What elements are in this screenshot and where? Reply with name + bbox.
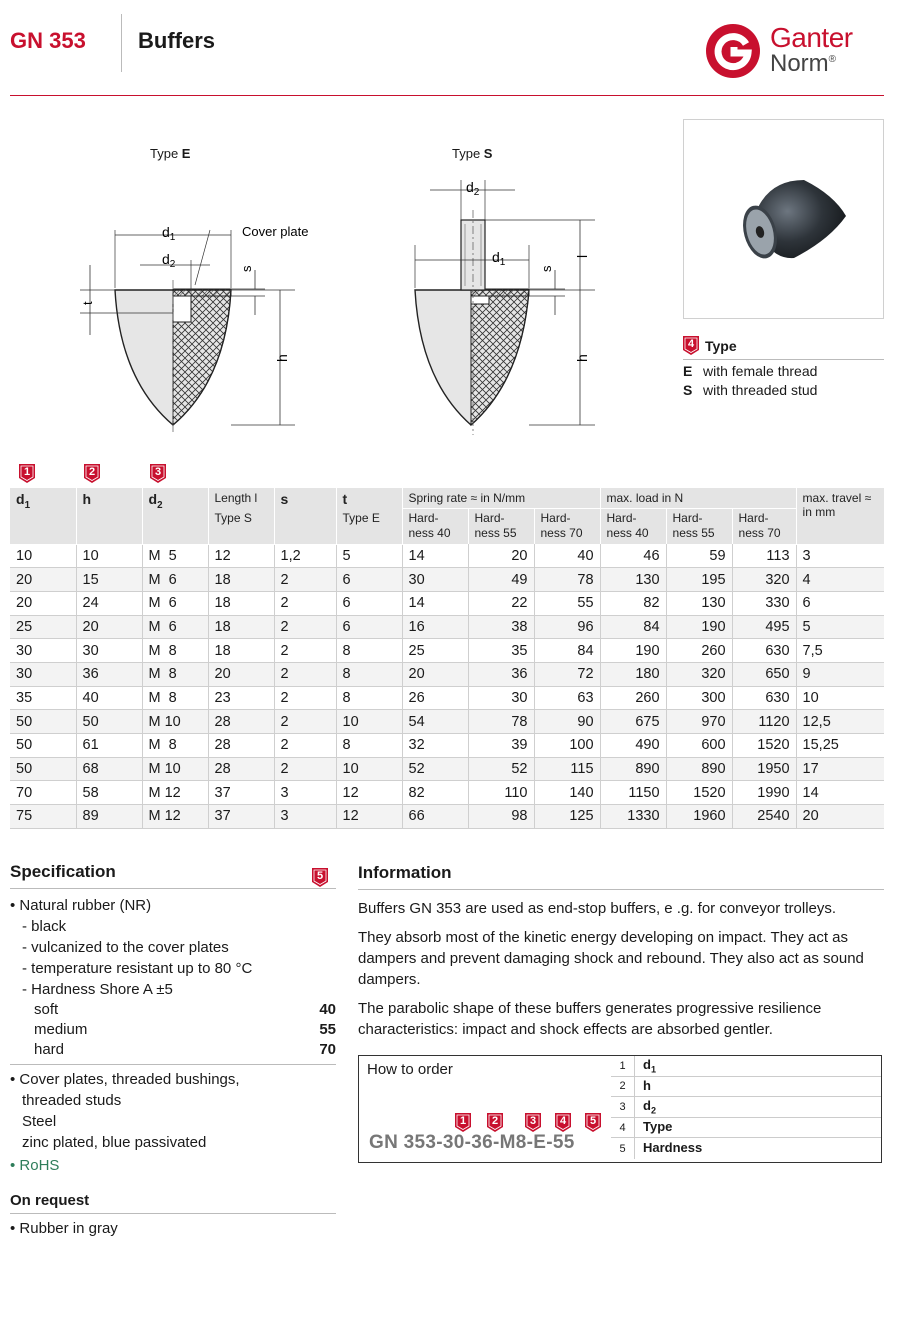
table-cell: M 10	[142, 710, 208, 734]
order-legend-number: 2	[611, 1077, 635, 1097]
table-cell: 84	[534, 639, 600, 663]
table-cell: 30	[10, 639, 76, 663]
table-cell: 20	[10, 568, 76, 592]
table-cell: 39	[468, 734, 534, 758]
technical-drawings	[10, 120, 670, 450]
table-cell: 25	[402, 639, 468, 663]
table-cell: 6	[336, 615, 402, 639]
dim-t-e: t	[80, 301, 95, 305]
ganter-norm-logo	[704, 18, 884, 80]
table-cell: 5	[336, 544, 402, 568]
table-cell: M 8	[142, 639, 208, 663]
table-cell: 12	[336, 805, 402, 829]
table-cell: 2	[274, 662, 336, 686]
table-cell: 490	[600, 734, 666, 758]
information-title: Information	[358, 862, 884, 890]
order-legend-label: $d_1$	[643, 1057, 657, 1075]
table-cell: 2	[274, 710, 336, 734]
table-row	[10, 591, 884, 615]
table-cell: 40	[76, 686, 142, 710]
table-cell: 20	[402, 662, 468, 686]
type-s-drawing	[415, 180, 595, 435]
product-code: GN 353	[10, 28, 86, 53]
col-header-max-load: max. load in N	[600, 488, 796, 509]
table-cell: 6	[336, 568, 402, 592]
table-row	[10, 710, 884, 734]
table-cell: 46	[600, 544, 666, 568]
table-cell: 20	[10, 591, 76, 615]
table-cell: 9	[796, 662, 884, 686]
table-cell: 96	[534, 615, 600, 639]
table-cell: 10	[336, 710, 402, 734]
order-legend-row	[611, 1097, 881, 1118]
table-cell: 28	[208, 734, 274, 758]
table-cell: 2	[274, 615, 336, 639]
col-header-spring-h40: Hard- ness 40	[402, 509, 468, 545]
dim-d2-e: $d_2$	[162, 251, 176, 270]
order-badge-1: 1	[455, 1113, 471, 1132]
table-cell: 320	[666, 662, 732, 686]
dim-d1-e: $d_1$	[162, 224, 176, 243]
order-legend-label: Hardness	[643, 1139, 703, 1155]
table-cell: 110	[468, 781, 534, 805]
table-cell: 18	[208, 568, 274, 592]
table-cell: 125	[534, 805, 600, 829]
type-legend-row: S with threaded stud	[683, 382, 818, 398]
table-cell: 260	[666, 639, 732, 663]
table-cell: 59	[666, 544, 732, 568]
spec-subitem: zinc plated, blue passivated	[22, 1134, 207, 1151]
type-legend	[683, 336, 884, 398]
table-cell: 37	[208, 781, 274, 805]
table-cell: M 8	[142, 734, 208, 758]
table-cell: 55	[534, 591, 600, 615]
type-legend-row: E with female thread	[683, 363, 818, 379]
table-cell: 68	[76, 757, 142, 781]
table-cell: 82	[402, 781, 468, 805]
table-cell: 3	[274, 805, 336, 829]
order-legend-row	[611, 1056, 881, 1077]
order-legend-row	[611, 1138, 881, 1159]
table-body	[10, 544, 884, 828]
table-cell: 8	[336, 639, 402, 663]
page-title: Buffers	[138, 28, 216, 53]
order-legend-label: Type	[643, 1118, 673, 1134]
type-s-label: Type S	[452, 146, 493, 161]
col-header-max-travel: max. travel ≈ in mm	[796, 488, 884, 544]
table-cell: 14	[796, 781, 884, 805]
table-cell: 50	[10, 710, 76, 734]
table-cell: 2	[274, 591, 336, 615]
table-cell: 30	[76, 639, 142, 663]
spec-subitem: - black	[22, 918, 67, 935]
table-cell: 30	[10, 662, 76, 686]
table-cell: 61	[76, 734, 142, 758]
col-header-load-h70: Hard- ness 70	[732, 509, 796, 545]
table-cell: M 5	[142, 544, 208, 568]
col-header-h: h	[76, 488, 142, 544]
type-legend-header	[683, 336, 884, 360]
table-cell: 15,25	[796, 734, 884, 758]
dimensions-table	[10, 488, 885, 829]
table-cell: 600	[666, 734, 732, 758]
table-cell: 14	[402, 591, 468, 615]
order-code-example: GN 353-30-36-M8-E-55	[369, 1132, 575, 1153]
table-cell: 72	[534, 662, 600, 686]
badge-1: 1	[19, 464, 35, 483]
table-cell: 1520	[732, 734, 796, 758]
order-legend-number: 5	[611, 1138, 635, 1159]
table-cell: 36	[468, 662, 534, 686]
badge-3: 3	[150, 464, 166, 483]
rohs-label: • RoHS	[10, 1157, 60, 1174]
table-cell: 180	[600, 662, 666, 686]
table-cell: 320	[732, 568, 796, 592]
table-cell: 30	[468, 686, 534, 710]
table-cell: 650	[732, 662, 796, 686]
table-cell: 20	[796, 805, 884, 829]
spec-subitem: threaded studs	[22, 1092, 122, 1109]
table-cell: 3	[274, 781, 336, 805]
table-cell: 630	[732, 639, 796, 663]
table-cell: 66	[402, 805, 468, 829]
table-cell: 90	[534, 710, 600, 734]
how-to-order-box	[358, 1055, 882, 1163]
badge-5: 5	[312, 868, 328, 887]
table-cell: 50	[76, 710, 142, 734]
col-header-length: Length l Type S	[208, 488, 274, 544]
table-cell: 40	[534, 544, 600, 568]
table-cell: 89	[76, 805, 142, 829]
col-header-d1: $d_1$	[10, 488, 76, 544]
col-header-t: t Type E	[336, 488, 402, 544]
table-cell: M 12	[142, 805, 208, 829]
table-cell: 24	[76, 591, 142, 615]
col-header-s: s	[274, 488, 336, 544]
order-legend	[611, 1056, 881, 1159]
table-cell: 12	[208, 544, 274, 568]
table-cell: 58	[76, 781, 142, 805]
table-cell: 18	[208, 591, 274, 615]
table-cell: 1520	[666, 781, 732, 805]
table-row	[10, 781, 884, 805]
table-cell: 20	[208, 662, 274, 686]
table-row	[10, 662, 884, 686]
dim-d2-s: $d_2$	[466, 179, 480, 198]
info-paragraph: Buffers GN 353 are used as end-stop buffers, e .g. for conveyor trolleys.	[358, 900, 837, 917]
table-cell: 130	[666, 591, 732, 615]
order-badge-3: 3	[525, 1113, 541, 1132]
order-legend-label: $d_2$	[643, 1098, 657, 1116]
table-cell: 14	[402, 544, 468, 568]
order-code-panel	[359, 1056, 611, 1161]
table-cell: M 8	[142, 686, 208, 710]
info-paragraph: They absorb most of the kinetic energy developing on impact. They act as dampers and prevent damaging shock and rebound. They also act as sound dampers.	[358, 929, 864, 988]
table-cell: 23	[208, 686, 274, 710]
table-cell: 113	[732, 544, 796, 568]
table-cell: 16	[402, 615, 468, 639]
type-legend-title: Type	[705, 337, 737, 354]
hardness-soft: soft 40	[34, 1001, 336, 1018]
dim-s-s: s	[539, 265, 554, 272]
type-e-label: Type E	[150, 146, 191, 161]
table-cell: 12	[336, 781, 402, 805]
table-cell: 130	[600, 568, 666, 592]
ganter-logo-icon	[704, 22, 762, 80]
table-cell: 6	[336, 591, 402, 615]
table-column-badges	[0, 464, 898, 486]
table-cell: M 6	[142, 615, 208, 639]
table-cell: 50	[10, 734, 76, 758]
on-request-title: On request	[10, 1192, 336, 1214]
table-cell: 30	[402, 568, 468, 592]
table-cell: 32	[402, 734, 468, 758]
table-cell: 12,5	[796, 710, 884, 734]
info-paragraph: The parabolic shape of these buffers generates progressive resilience characteristics: impact and shock effects are absorbed gentler.	[358, 1000, 822, 1038]
table-cell: 82	[600, 591, 666, 615]
table-row	[10, 615, 884, 639]
table-cell: 970	[666, 710, 732, 734]
table-cell: 52	[402, 757, 468, 781]
table-cell: M 6	[142, 568, 208, 592]
table-row	[10, 686, 884, 710]
table-cell: 98	[468, 805, 534, 829]
table-cell: 78	[468, 710, 534, 734]
order-badge-5: 5	[585, 1113, 601, 1132]
table-row	[10, 544, 884, 568]
order-legend-row	[611, 1118, 881, 1139]
table-cell: M 6	[142, 591, 208, 615]
badge-2: 2	[84, 464, 100, 483]
logo-text-ganter: Ganter	[770, 22, 853, 53]
table-cell: 20	[468, 544, 534, 568]
buffer-drawing-svg	[10, 120, 670, 450]
table-cell: 195	[666, 568, 732, 592]
table-cell: 54	[402, 710, 468, 734]
badge-4: 4	[683, 336, 699, 355]
table-cell: 5	[796, 615, 884, 639]
table-cell: 18	[208, 639, 274, 663]
table-cell: 8	[336, 662, 402, 686]
order-legend-row	[611, 1077, 881, 1098]
table-cell: 6	[796, 591, 884, 615]
table-cell: 20	[76, 615, 142, 639]
table-cell: 10	[336, 757, 402, 781]
hardness-medium: medium 55	[34, 1021, 336, 1038]
table-cell: 2	[274, 734, 336, 758]
table-cell: 49	[468, 568, 534, 592]
table-row	[10, 568, 884, 592]
table-cell: 25	[10, 615, 76, 639]
table-cell: 330	[732, 591, 796, 615]
table-cell: 28	[208, 757, 274, 781]
table-cell: 890	[666, 757, 732, 781]
table-cell: 35	[468, 639, 534, 663]
on-request-item: • Rubber in gray	[10, 1220, 118, 1237]
col-header-d2: $d_2$	[142, 488, 208, 544]
table-cell: 2540	[732, 805, 796, 829]
table-cell: 115	[534, 757, 600, 781]
table-cell: 1150	[600, 781, 666, 805]
table-cell: 1330	[600, 805, 666, 829]
table-cell: 10	[76, 544, 142, 568]
spec-item: • Cover plates, threaded bushings,	[10, 1071, 240, 1088]
table-cell: 84	[600, 615, 666, 639]
table-cell: 10	[796, 686, 884, 710]
table-cell: 38	[468, 615, 534, 639]
table-cell: 190	[600, 639, 666, 663]
col-header-spring-h70: Hard- ness 70	[534, 509, 600, 545]
table-cell: 2	[274, 757, 336, 781]
table-cell: 36	[76, 662, 142, 686]
table-cell: 8	[336, 686, 402, 710]
order-badge-2: 2	[487, 1113, 503, 1132]
table-cell: 3	[796, 544, 884, 568]
table-cell: 495	[732, 615, 796, 639]
table-cell: 78	[534, 568, 600, 592]
table-cell: 1,2	[274, 544, 336, 568]
table-cell: 8	[336, 734, 402, 758]
col-header-spring-rate: Spring rate ≈ in N/mm	[402, 488, 600, 509]
order-legend-number: 1	[611, 1056, 635, 1076]
information-section	[358, 862, 884, 1040]
dim-d1-s: $d_1$	[492, 249, 506, 268]
table-cell: 140	[534, 781, 600, 805]
order-legend-number: 4	[611, 1118, 635, 1138]
logo-text-norm: Norm®	[770, 50, 837, 77]
table-cell: 18	[208, 615, 274, 639]
table-cell: 675	[600, 710, 666, 734]
table-cell: 26	[402, 686, 468, 710]
table-cell: 10	[10, 544, 76, 568]
table-cell: 37	[208, 805, 274, 829]
table-cell: 1120	[732, 710, 796, 734]
table-cell: M 10	[142, 757, 208, 781]
dim-h-e: h	[274, 354, 290, 362]
hardness-hard: hard 70	[34, 1041, 336, 1058]
table-cell: 1990	[732, 781, 796, 805]
table-cell: 50	[10, 757, 76, 781]
table-cell: 1960	[666, 805, 732, 829]
table-cell: 7,5	[796, 639, 884, 663]
header-divider	[121, 14, 122, 72]
table-cell: 190	[666, 615, 732, 639]
table-cell: 15	[76, 568, 142, 592]
col-header-spring-h55: Hard- ness 55	[468, 509, 534, 545]
table-cell: 2	[274, 568, 336, 592]
spec-plates-block	[10, 1065, 336, 1176]
page-header	[10, 14, 884, 96]
table-cell: M 8	[142, 662, 208, 686]
buffer-photo-illustration	[684, 120, 883, 318]
table-cell: 1950	[732, 757, 796, 781]
col-header-load-h55: Hard- ness 55	[666, 509, 732, 545]
table-cell: 70	[10, 781, 76, 805]
table-cell: 300	[666, 686, 732, 710]
table-row	[10, 805, 884, 829]
specification-section	[10, 862, 336, 1239]
table-cell: 260	[600, 686, 666, 710]
table-cell: 4	[796, 568, 884, 592]
table-cell: 22	[468, 591, 534, 615]
spec-subitem: - vulcanized to the cover plates	[22, 939, 229, 956]
table-row	[10, 734, 884, 758]
table-cell: 17	[796, 757, 884, 781]
dim-s-e: s	[239, 265, 254, 272]
type-e-drawing	[80, 230, 295, 435]
table-cell: 2	[274, 639, 336, 663]
table-cell: 2	[274, 686, 336, 710]
order-badge-4: 4	[555, 1113, 571, 1132]
spec-material-block	[10, 889, 336, 1065]
spec-subitem: - temperature resistant up to 80 °C	[22, 960, 253, 977]
table-cell: 890	[600, 757, 666, 781]
specification-title: Specification 5	[10, 862, 336, 889]
table-cell: M 12	[142, 781, 208, 805]
col-header-load-h40: Hard- ness 40	[600, 509, 666, 545]
table-cell: 63	[534, 686, 600, 710]
spec-subitem: - Hardness Shore A ±5	[22, 981, 173, 998]
table-cell: 75	[10, 805, 76, 829]
table-cell: 28	[208, 710, 274, 734]
product-photo	[683, 119, 884, 319]
how-to-order-title: How to order	[367, 1061, 453, 1078]
table-row	[10, 639, 884, 663]
table-cell: 52	[468, 757, 534, 781]
order-legend-number: 3	[611, 1097, 635, 1117]
spec-subitem: Steel	[22, 1113, 57, 1130]
dim-h-s: h	[574, 354, 590, 362]
table-cell: 35	[10, 686, 76, 710]
cover-plate-label: Cover plate	[242, 224, 309, 239]
dim-l-s: l	[574, 254, 590, 258]
table-cell: 630	[732, 686, 796, 710]
table-cell: 100	[534, 734, 600, 758]
order-legend-label: h	[643, 1077, 651, 1093]
table-row	[10, 757, 884, 781]
spec-item: • Natural rubber (NR)	[10, 897, 152, 914]
